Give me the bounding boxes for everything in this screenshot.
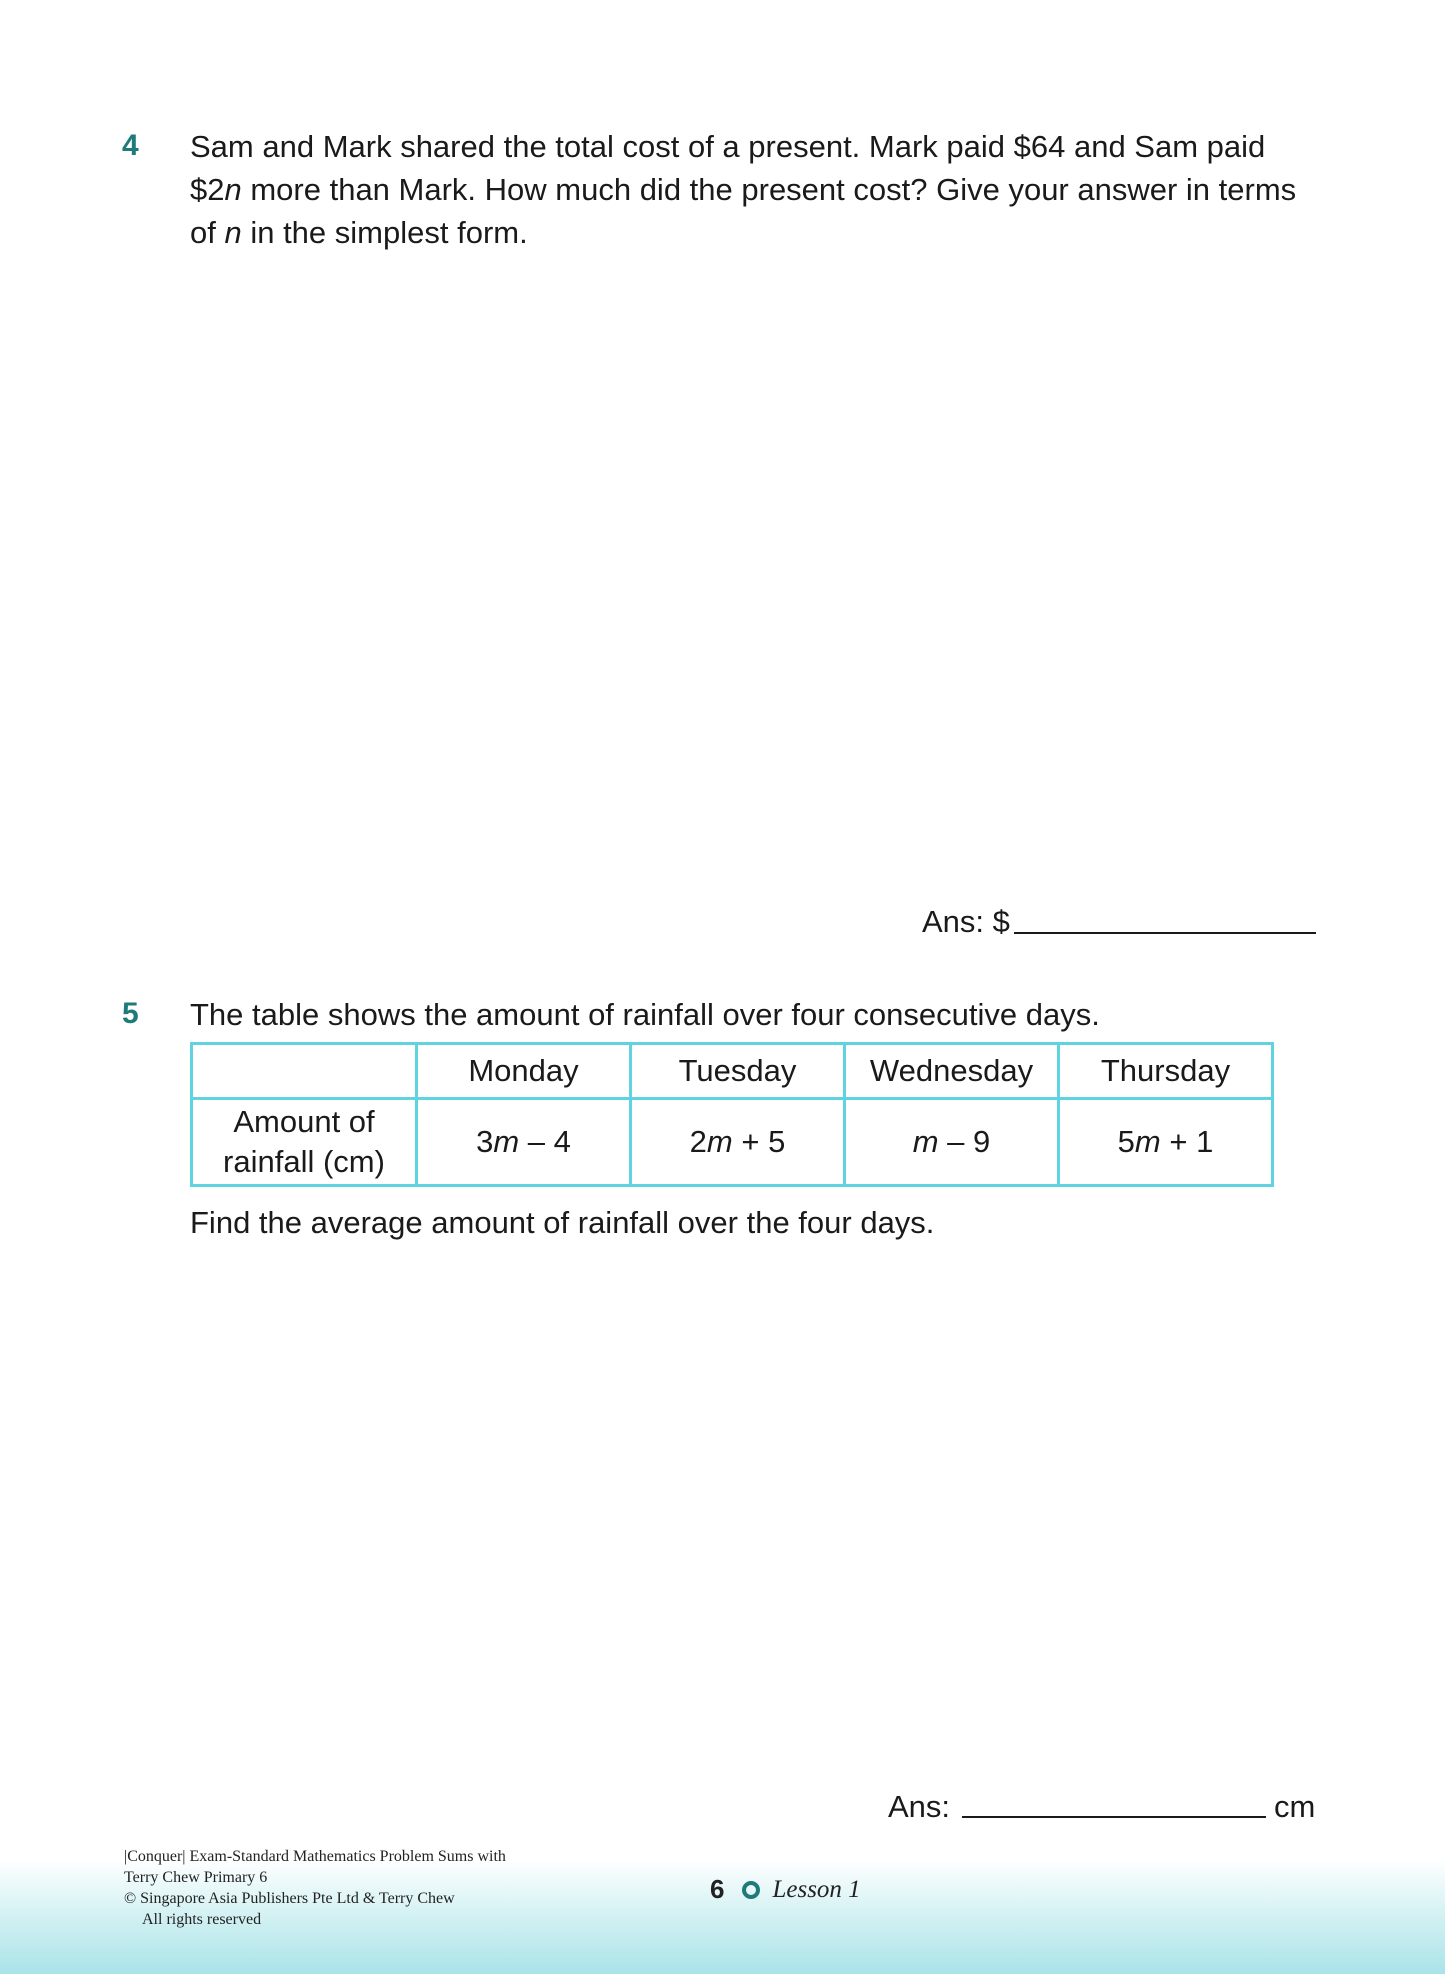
question-4-answer-label: Ans: $: [922, 904, 1010, 939]
question-4-line-3: of n in the simplest form.: [190, 215, 528, 250]
rainfall-table-header-row: [192, 1044, 1273, 1099]
footer-copyright: © Singapore Asia Publishers Pte Ltd & Terry Chew: [124, 1890, 455, 1907]
footer-book-title: |Conquer| Exam-Standard Mathematics Problem Sums with: [124, 1848, 506, 1865]
table-cell: 2m + 5: [631, 1099, 845, 1186]
footer-rights: All rights reserved: [142, 1911, 262, 1928]
footer-page-marker: [710, 1874, 861, 1905]
table-row-label: Amount of rainfall (cm): [192, 1099, 417, 1186]
table-header-cell: Monday: [417, 1044, 631, 1099]
question-4-number: 4: [122, 129, 139, 162]
question-5-answer-line[interactable]: [962, 1816, 1266, 1818]
question-5-answer-label: Ans:: [888, 1789, 951, 1824]
question-4-text: [190, 125, 1320, 254]
circle-bullet-icon: [742, 1881, 760, 1899]
table-cell: 3m – 4: [417, 1099, 631, 1186]
footer-book-info: [124, 1846, 506, 1930]
table-header-cell: Wednesday: [845, 1044, 1059, 1099]
question-4-line-2: $2n more than Mark. How much did the present cost? Give your answer in terms: [190, 172, 1297, 207]
question-4-answer-line[interactable]: [1014, 932, 1316, 934]
question-5-answer-unit: cm: [1274, 1789, 1316, 1824]
table-cell: 5m + 1: [1059, 1099, 1273, 1186]
question-5-number: 5: [122, 997, 139, 1030]
question-5-prompt: Find the average amount of rainfall over the four days.: [190, 1205, 935, 1240]
table-header-cell: Thursday: [1059, 1044, 1273, 1099]
table-cell: m – 9: [845, 1099, 1059, 1186]
question-4-line-1: Sam and Mark shared the total cost of a present. Mark paid $64 and Sam paid: [190, 129, 1266, 164]
table-header-cell: [192, 1044, 417, 1099]
rainfall-table-row: [192, 1099, 1273, 1186]
page-number: 6: [710, 1874, 725, 1904]
lesson-label: Lesson 1: [772, 1875, 861, 1903]
footer-book-subtitle: Terry Chew Primary 6: [124, 1869, 268, 1886]
rainfall-table: [190, 1042, 1274, 1187]
table-header-cell: Tuesday: [631, 1044, 845, 1099]
question-5-intro: The table shows the amount of rainfall over four consecutive days.: [190, 997, 1100, 1032]
